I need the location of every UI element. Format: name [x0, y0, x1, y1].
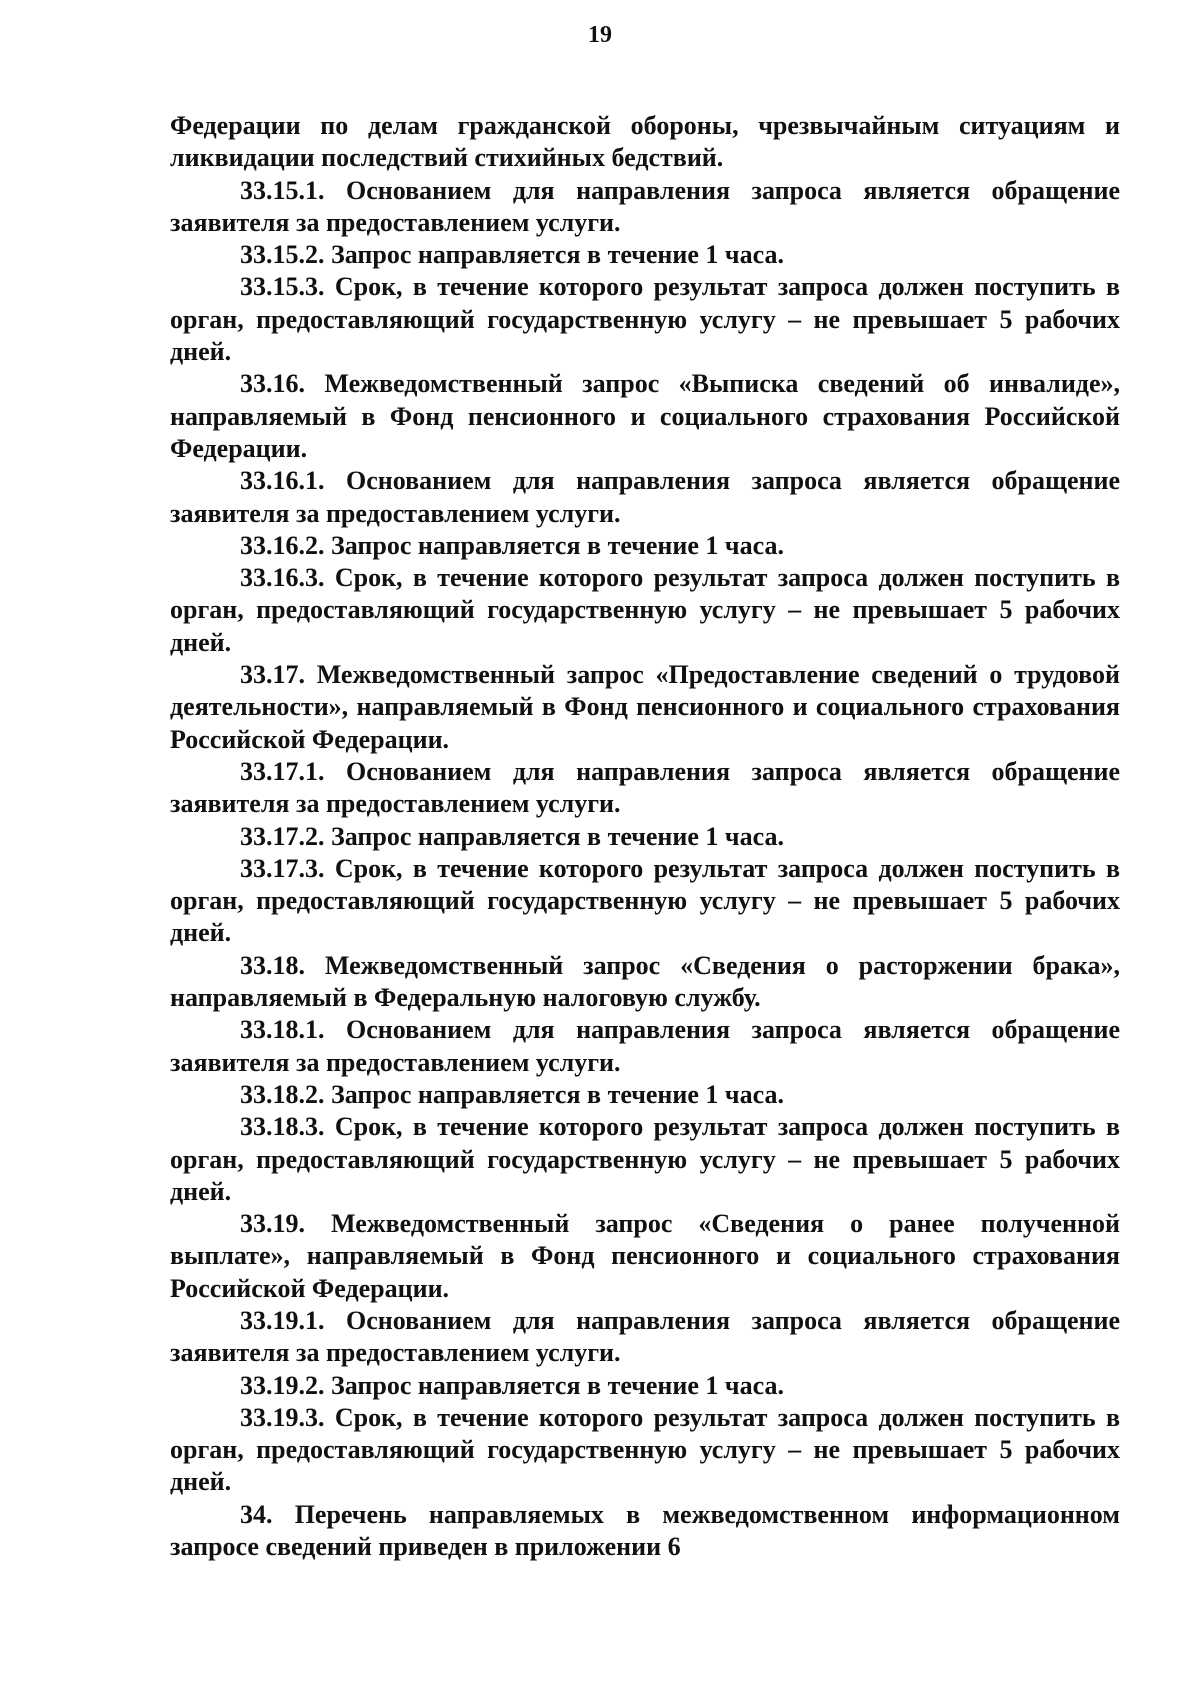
paragraph: 33.17. Межведомственный запрос «Предоставление сведений о трудовой деятельности», направляемый в Фонд пенсионного и социального страхования Российской Федерации.: [170, 660, 1120, 754]
paragraph: 33.16. Межведомственный запрос «Выписка сведений об инвалиде», направляемый в Фонд пенсионного и социального страхования Российской Федерации.: [170, 369, 1120, 463]
paragraph: 33.19.2. Запрос направляется в течение 1 часа.: [240, 1370, 784, 1400]
paragraph: 33.18.1. Основанием для направления запроса является обращение заявителя за предоставлением услуги.: [170, 1015, 1120, 1077]
paragraph: 33.18.2. Запрос направляется в течение 1 часа.: [240, 1079, 784, 1109]
paragraph: 33.17.2. Запрос направляется в течение 1 часа.: [240, 821, 784, 851]
paragraph: 33.16.2. Запрос направляется в течение 1 часа.: [240, 530, 784, 560]
paragraph: 33.15.3. Срок, в течение которого результат запроса должен поступить в орган, предоставляющий государственную услугу – не превышает 5 рабочих дней.: [170, 272, 1120, 367]
paragraph: 33.19.3. Срок, в течение которого результат запроса должен поступить в орган, предоставляющий государственную услугу – не превышает 5 рабочих дней.: [170, 1402, 1120, 1497]
paragraph: 33.15.1. Основанием для направления запроса является обращение заявителя за предоставлением услуги.: [170, 175, 1120, 237]
paragraph: 33.17.1. Основанием для направления запроса является обращение заявителя за предоставлением услуги.: [170, 756, 1120, 819]
paragraph: 33.18. Межведомственный запрос «Сведения о расторжении брака», направляемый в Федеральную налоговую службу.: [170, 950, 1120, 1013]
paragraph: Федерации по делам гражданской обороны, чрезвычайным ситуациям и ликвидации последствий стихийных бедствий.: [170, 111, 1120, 173]
page-number: 19: [588, 22, 612, 48]
paragraph: 33.15.2. Запрос направляется в течение 1 часа.: [240, 240, 784, 270]
paragraph: 33.17.3. Срок, в течение которого результат запроса должен поступить в орган, предоставляющий государственную услугу – не превышает 5 рабочих дней.: [170, 853, 1120, 948]
paragraph: 33.19. Межведомственный запрос «Сведения о ранее полученной выплате», направляемый в Фонд пенсионного и социального страхования Российской Федерации.: [170, 1209, 1120, 1303]
paragraph: 33.18.3. Срок, в течение которого результат запроса должен поступить в орган, предоставляющий государственную услугу – не превышает 5 рабочих дней.: [170, 1112, 1120, 1206]
paragraph: 33.16.3. Срок, в течение которого результат запроса должен поступить в орган, предоставляющий государственную услугу – не превышает 5 рабочих дней.: [170, 563, 1120, 657]
paragraph: 34. Перечень направляемых в межведомственном информационном запросе сведений приведен в приложении 6: [170, 1499, 1120, 1562]
paragraph: 33.19.1. Основанием для направления запроса является обращение заявителя за предоставлением услуги.: [170, 1305, 1120, 1368]
document-body: [170, 110, 1120, 1563]
paragraph: 33.16.1. Основанием для направления запроса является обращение заявителя за предоставлением услуги.: [170, 466, 1120, 528]
